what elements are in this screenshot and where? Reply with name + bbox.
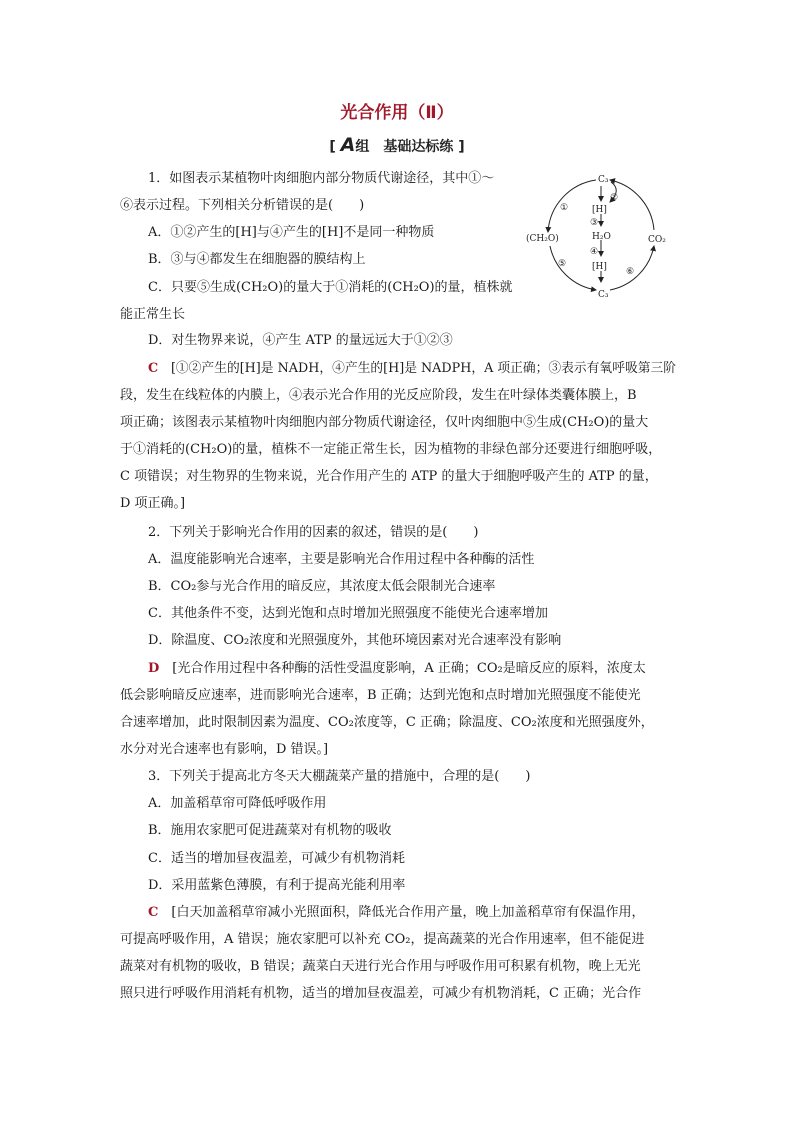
q1-option-a: A．①②产生的[H]与④产生的[H]不是同一种物质 [148,225,435,240]
q2-exp1-text: [光合作用过程中各种酶的活性受温度影响，A 正确；CO₂是暗反应的原料，浓度太 [172,661,646,676]
label-h-bottom: [H] [592,262,607,272]
arc-co2-to-c3 [610,180,654,230]
q3-option-b: B．施用农家肥可促进蔬菜对有机物的吸收 [148,823,392,838]
label-h2o: H₂O [592,232,611,242]
q3-explanation-line1 [148,904,644,922]
q1-explanation-line6: D 项正确。] [120,496,186,511]
q3-explanation-line3: 蔬菜对有机物的吸收，B 错误；蔬菜白天进行光合作用与呼吸作用可积累有机物，晚上无光 [120,959,641,974]
group-heading [0,134,794,156]
q3-option-c: C．适当的增加昼夜温差，可减少有机物消耗 [148,851,405,866]
page-title: 光合作用（Ⅱ） [340,103,454,123]
q3-option-d: D．采用蓝紫色薄膜，有利于提高光能利用率 [148,878,406,893]
group-bracket-right: ] [458,139,465,155]
metabolism-diagram [526,170,678,298]
q1-explanation-line3: 项正确；该图表示某植物叶肉细胞内部分物质代谢途径，仅叶肉细胞中⑤生成(CH₂O)的量大 [120,415,649,430]
q1-option-b: B．③与④都发生在细胞器的膜结构上 [148,252,366,267]
q2-stem: 2．下列关于影响光合作用的因素的叙述，错误的是( ) [148,525,479,540]
label-process-2: ② [610,193,619,203]
group-label: 组 基础达标练 [355,139,454,155]
q2-option-a: A．温度能影响光合速率，主要是影响光合作用过程中各种酶的活性 [148,552,535,567]
q3-exp1-text: [白天加盖稻草帘减小光照面积，降低光合作用产量，晚上加盖稻草帘有保温作用， [171,905,645,920]
label-process-6: ⑥ [626,267,635,277]
q2-explanation-line2: 低会影响暗反应速率，进而影响光合速率，B 正确；达到光饱和点时增加光照强度不能使光 [120,688,641,703]
q2-option-d: D．除温度、CO₂浓度和光照强度外，其他环境因素对光合速率没有影响 [148,633,562,648]
arc-c3-to-ch2o [548,180,599,232]
q2-explanation-line4: 水分对光合速率也有影响，D 错误。] [120,742,329,757]
q2-option-b: B．CO₂参与光合作用的暗反应，其浓度太低会限制光合速率 [148,579,496,594]
q2-explanation-line1 [148,660,646,678]
q1-explanation-line2: 段，发生在线粒体的内膜上，④表示光合作用的光反应阶段，发生在叶绿体类囊体膜上，B [120,388,637,403]
q3-explanation-line4: 照只进行呼吸作用消耗有机物，适当的增加昼夜温差，可减少有机物消耗，C 正确；光合作 [120,986,642,1001]
q1-option-c-line1: C．只要⑤生成(CH₂O)的量大于①消耗的(CH₂O)的量，植株就 [148,280,513,295]
metabolism-diagram-svg [526,170,678,298]
q1-stem-line1: 1．如图表示某植物叶肉细胞内部分物质代谢途径，其中①～ [148,171,495,186]
label-ch2o: (CH₂O) [526,234,559,244]
q3-explanation-line2: 可提高呼吸作用，A 错误；施农家肥可以补充 CO₂，提高蔬菜的光合作用速率，但不能促进 [120,932,645,947]
label-process-3: ③ [590,218,599,228]
q1-explanation-line1 [148,360,676,378]
q3-stem: 3．下列关于提高北方冬天大棚蔬菜产量的措施中，合理的是( ) [148,769,531,784]
q3-option-a: A．加盖稻草帘可降低呼吸作用 [148,796,327,811]
label-c3-bottom: C₃ [598,290,609,298]
label-process-1: ① [560,203,569,213]
q1-option-d: D．对生物界来说，④产生 ATP 的量远远大于①②③ [148,333,453,348]
q1-stem-line2: ⑥表示过程。下列相关分析错误的是( ) [120,198,365,213]
label-h-top: [H] [592,205,607,215]
label-c3-top: C₃ [598,175,609,185]
q1-exp1-text: [①②产生的[H]是 NADH，④产生的[H]是 NADPH，A 项正确；③表示有氧呼吸第三阶 [170,361,676,376]
q2-answer: D [148,661,160,676]
label-process-5: ⑤ [558,259,567,269]
q1-explanation-line4: 于①消耗的(CH₂O)的量，植株不一定能正常生长，因为植物的非绿色部分还要进行细胞呼吸， [120,442,662,457]
q1-option-c-line2: 能正常生长 [120,307,186,322]
group-bracket-left: [ [329,139,336,155]
q2-explanation-line3: 合速率增加，此时限制因素为温度、CO₂浓度等，C 正确；除温度、CO₂浓度和光照强度外， [120,715,654,730]
q2-option-c: C．其他条件不变，达到光饱和点时增加光照强度不能使光合速率增加 [148,606,548,621]
label-co2: CO₂ [648,235,666,245]
label-process-4: ④ [590,247,599,257]
group-badge: A [340,134,356,156]
q1-explanation-line5: C 项错误；对生物界的生物来说，光合作用产生的 ATP 的量大于细胞呼吸产生的 ATP 的量， [120,469,658,484]
q3-answer: C [148,905,159,920]
q1-answer: C [148,361,159,376]
